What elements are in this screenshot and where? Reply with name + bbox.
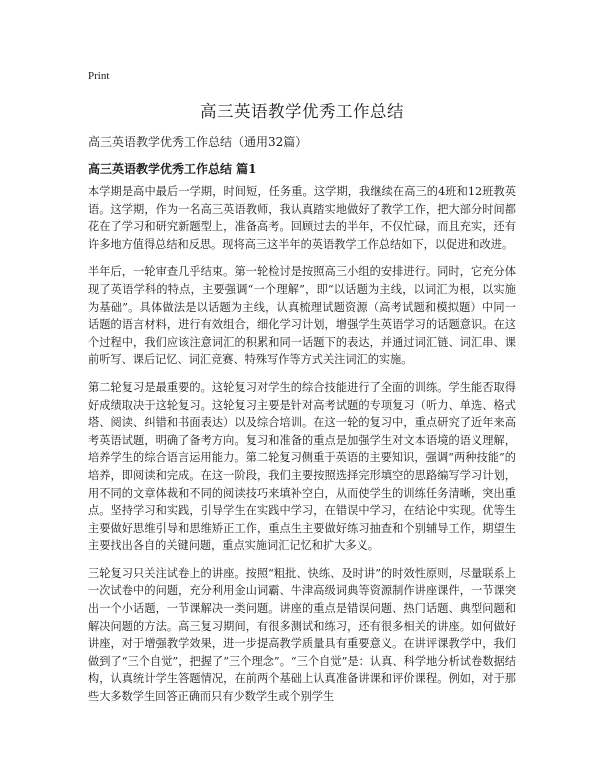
paragraph-1: 本学期是高中最后一学期，时间短，任务重。这学期，我继续在高三的4班和12班教英语。这学期，作为一名高三英语教师，我认真踏实地做好了教学工作，把大部分时间都花在了学习和研究新题型上，准备高考。回顾过去的半年，不仅忙碌，而且充实，还有许多地方值得总结和反思。现将高三这半年的英语教学工作总结如下，以促进和改进。 (88, 185, 516, 251)
paragraph-3: 第二轮复习是最重要的。这轮复习对学生的综合技能进行了全面的训练。学生能否取得好成绩取决于这轮复习。这轮复习主要是针对高考试题的专项复习（听力、单选、格式塔、阅读、纠错和书面表达）以及综合培训。在这一轮的复习中，重点研究了近年来高考英语试题，明确了备考方向。复习和准备的重点是加强学生对文本语境的语义理解，培养学生的综合语言运用能力。第二轮复习侧重于英语的主要知识，强调“两种技能”的培养，即阅读和完成。在这一阶段，我们主要按照选择完形填空的思路编写学习计划，用不同的文章体裁和不同的阅读技巧来填补空白，从而使学生的训练任务清晰，突出重点。坚持学习和实践，引导学生在实践中学习，在错误中学习，在结论中实现。优等生主要做好思维引导和思维矫正工作，重点生主要做好练习抽查和个别辅导工作，期望生主要找出各自的关键问题，重点实施词汇记忆和扩大多义。 (88, 380, 516, 553)
print-link[interactable]: Print (88, 70, 110, 82)
document-body (88, 183, 516, 716)
paragraph-2: 半年后，一轮审查几乎结束。第一轮检讨是按照高三小组的安排进行。同时，它充分体现了英语学科的特点，主要强调“一个理解”，即“以话题为主线，以词汇为根，以实施为基础”。具体做法是以话题为主线，认真梳理试题资源（高考试题和模拟题）中同一话题的语言材料，进行有效组合，细化学习计划，增强学生英语学习的话题意识。在这个过程中，我们应该注意词汇的积累和同一话题下的表达，并通过词汇链、词汇串、课前听写、课后记忆、词汇竞赛、特殊写作等方式关注词汇的实施。 (88, 265, 516, 367)
paragraph-4: 三轮复习只关注试卷上的讲座。按照“粗批、快练、及时讲”的时效性原则，尽量联系上一次试卷中的问题，充分利用金山词霸、牛津高级词典等资源制作讲座课件，一节课突出一个小话题，一节课解决一类问题。讲座的重点是错误问题、热门话题、典型问题和解决问题的方法。高三复习期间，有很多测试和练习，还有很多相关的讲座。如何做好讲座，对于增强教学效果，进一步提高教学质量具有重要意义。在讲评课教学中，我们做到了“三个自觉”，把握了“三个理念”。“三个自觉”是：认真、科学地分析试卷数据结构，认真统计学生答题情况，在前两个基础上认真准备讲课和评价课程。例如，对于那些大多数学生回答正确而只有少数学生或个别学生 (88, 566, 516, 704)
document-title: 高三英语教学优秀工作总结 (200, 102, 404, 121)
document-subtitle: 高三英语教学优秀工作总结（通用32篇） (88, 135, 308, 149)
section-heading: 高三英语教学优秀工作总结 篇1 (88, 162, 257, 176)
